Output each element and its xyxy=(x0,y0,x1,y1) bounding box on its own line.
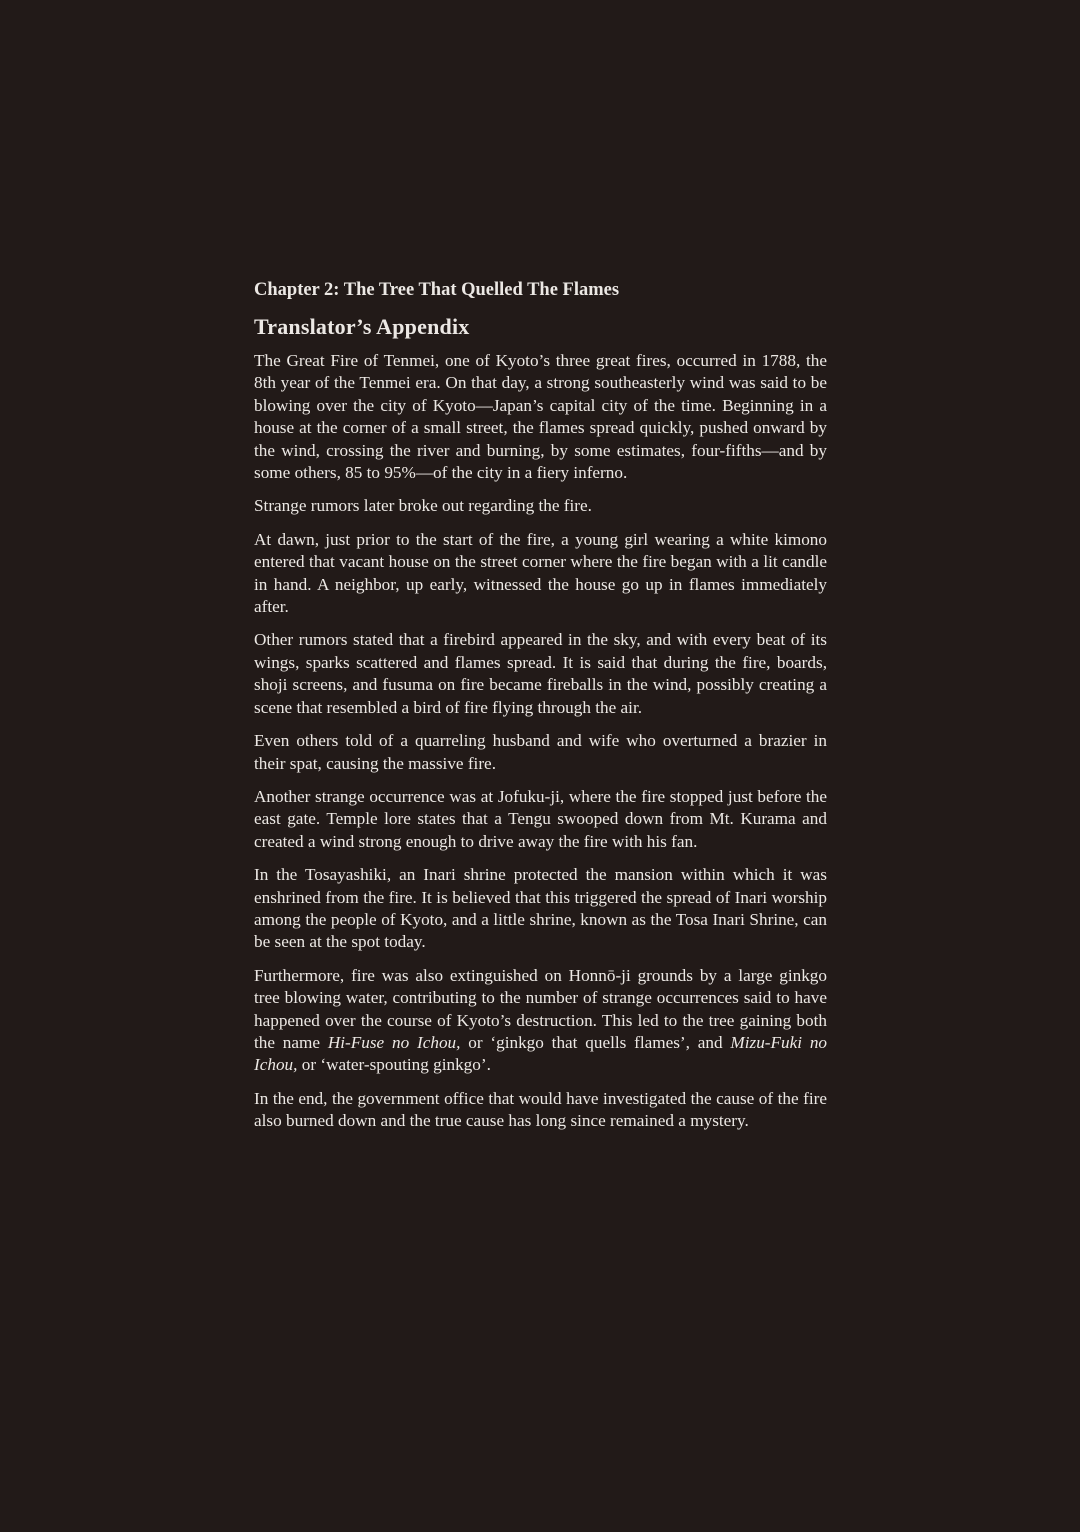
appendix-page xyxy=(254,276,827,1144)
paragraph-rumors: Strange rumors later broke out regarding the fire. xyxy=(254,496,592,516)
paragraph-firebird: Other rumors stated that a firebird appeared in the sky, and with every beat of its wings, sparks scattered and flames spread. It is said that during the fire, boards, shoji screens, and fusuma on fire became fireballs in the wind, possibly creating a scene that resembled a bird of fire flying through the air. xyxy=(254,630,827,717)
ginkgo-name-hifuse: Hi-Fuse no Ichou, xyxy=(327,1032,461,1052)
ginkgo-text-c: or ‘water-spouting ginkgo’. xyxy=(297,1055,491,1075)
ginkgo-text-b: or ‘ginkgo that quells flames’, and xyxy=(460,1032,731,1052)
paragraph-ginkgo xyxy=(254,965,827,1077)
chapter-heading: Chapter 2: The Tree That Quelled The Flames xyxy=(254,280,620,300)
paragraph-great-fire: The Great Fire of Tenmei, one of Kyoto’s three great fires, occurred in 1788, the 8th year of the Tenmei era. On that day, a strong southeasterly wind was said to be blowing over the city of Kyoto—Japan’s capital city of the time. Beginning in a house at the corner of a small street, the flames spread quickly, pushed onward by the wind, crossing the river and burning, by some estimates, four-fifths—and by some others, 85 to 95%—of the city in a fiery inferno. xyxy=(254,351,827,483)
paragraph-inari-shrine: In the Tosayashiki, an Inari shrine protected the mansion within which it was enshrined from the fire. It is believed that this triggered the spread of Inari worship among the people of Kyoto, and a little shrine, known as the Tosa Inari Shrine, can be seen at the spot today. xyxy=(254,865,827,952)
appendix-title: Translator’s Appendix xyxy=(254,314,470,339)
paragraph-young-girl: At dawn, just prior to the start of the fire, a young girl wearing a white kimono entered that vacant house on the street corner where the fire began with a lit candle in hand. A neighbor, up early, witnessed the house go up in flames immediately after. xyxy=(254,529,827,617)
ginkgo-name-mizufuki: Mizu-Fuki no Ichou, xyxy=(254,1032,828,1075)
paragraph-quarreling-couple: Even others told of a quarreling husband and wife who overturned a brazier in their spat, causing the massive fire. xyxy=(254,731,827,773)
paragraph-mystery: In the end, the government office that would have investigated the cause of the fire also burned down and the true cause has long since remained a mystery. xyxy=(254,1088,827,1131)
ginkgo-text-a: Furthermore, fire was also extinguished on Honnō-ji grounds by a large ginkgo tree blowing water, contributing to the number of strange occurrences said to have happened over the course of Kyoto’s destruction. This led to the tree gaining both the name xyxy=(254,965,827,1052)
paragraph-jofukuji: Another strange occurrence was at Jofuku-ji, where the fire stopped just before the east gate. Temple lore states that a Tengu swooped down from Mt. Kurama and created a wind strong enough to drive away the fire with his fan. xyxy=(254,786,827,851)
